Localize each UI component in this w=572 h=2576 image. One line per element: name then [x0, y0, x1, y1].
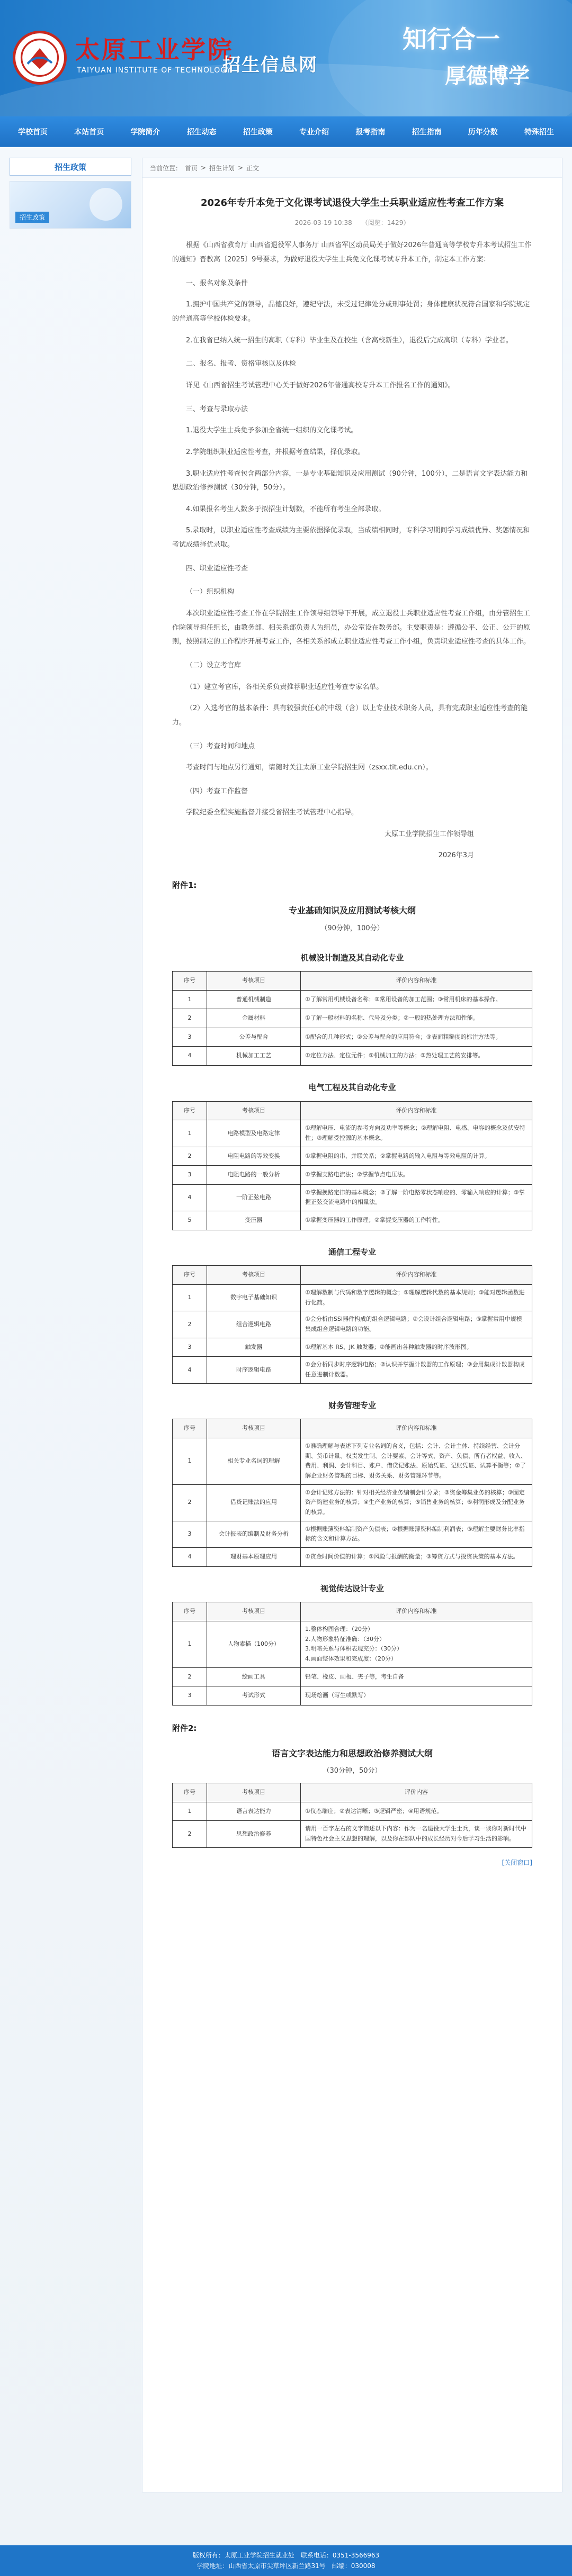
- nav-school-home[interactable]: 学校首页: [18, 128, 48, 137]
- attachment-2-label: 附件2:: [172, 1723, 197, 1733]
- nav-admission-guide[interactable]: 招生指南: [412, 128, 442, 137]
- footer-line-2: 学院地址：山西省太原市尖草坪区新兰路31号 邮编：030008: [196, 2562, 376, 2570]
- paragraph-supervision: 学院纪委全程实施监督并接受省招生考试管理中心指导。: [186, 809, 359, 817]
- school-seal-icon: [18, 36, 61, 79]
- table-row: [173, 1311, 532, 1338]
- table-row: [173, 1120, 532, 1147]
- table-row: [173, 1521, 532, 1547]
- table-mechanical: [172, 971, 532, 1066]
- table-cell: 绘画工具: [207, 1667, 301, 1686]
- table-language-politics: [172, 1783, 532, 1847]
- sidebar-banner[interactable]: [10, 181, 131, 229]
- subheading-supervision: （四）考查工作监督: [186, 787, 248, 795]
- table-cell: 2: [173, 1484, 207, 1521]
- breadcrumb-prefix: 当前位置：: [150, 164, 182, 172]
- table-row: [173, 1802, 532, 1821]
- section-heading-3: 三、考查与录取办法: [186, 405, 248, 413]
- table-row: [173, 1009, 532, 1028]
- table-cell: ①会分析由SSI器件构成的组合逻辑电路；②会设计组合逻辑电路；③掌握常用中规模集成组合逻辑电路的功能。: [301, 1311, 532, 1338]
- table-cell: 公差与配合: [207, 1028, 301, 1047]
- attachment-1-note: （90分钟，100分）: [320, 924, 384, 932]
- table-cell: 3: [173, 1521, 207, 1547]
- table-cell: ①理解电压、电流的参考方向及功率等概念；②理解电阻、电感、电容的概念及伏安特性；③理解受控源的基本概念。: [301, 1120, 532, 1147]
- table-header: 序号: [173, 1419, 207, 1438]
- table-cell: 现场绘画（写生或默写）: [301, 1686, 532, 1706]
- table-row: [173, 1667, 532, 1686]
- subheading-organization: （一）组织机构: [186, 588, 235, 596]
- table-cell: ①会分析同步时序逻辑电路；②认识并掌握计数器的工作原理；③会用集成计数器构成任意进制计数器。: [301, 1357, 532, 1383]
- table-cell: 1: [173, 1120, 207, 1147]
- nav-admission-policy[interactable]: 招生政策: [243, 128, 273, 137]
- table-header: 评价内容和标准: [301, 1602, 532, 1621]
- table-cell: 理财基本原理应用: [207, 1548, 301, 1567]
- table-cell: ①了解一般材料的名称、代号及分类；②一般的热处理方法和性能。: [301, 1009, 532, 1028]
- table-header: 序号: [173, 1602, 207, 1621]
- nav-history-scores[interactable]: 历年分数: [468, 128, 498, 137]
- table-row: [173, 1484, 532, 1521]
- table-row: [173, 1357, 532, 1383]
- table-cell: 2: [173, 1009, 207, 1028]
- section-mechanical-title: 机械设计制造及其自动化专业: [300, 953, 404, 963]
- article-meta: 2026-03-19 10:38 （阅览：1429）: [294, 219, 410, 226]
- table-visual-design: [172, 1602, 532, 1705]
- table-cell: ①理解数制与代码和数字逻辑的概念；②理解逻辑代数的基本规则；③能对逻辑函数进行化简。: [301, 1285, 532, 1311]
- table-row: [173, 1821, 532, 1847]
- table-cell: ①掌握变压器的工作原理；②掌握变压器的工作特性。: [301, 1211, 532, 1230]
- table-cell: 4: [173, 1357, 207, 1383]
- table-cell: 2: [173, 1667, 207, 1686]
- table-cell: 借贷记账法的应用: [207, 1484, 301, 1521]
- table-finance: [172, 1419, 532, 1566]
- table-cell: 1: [173, 1802, 207, 1821]
- table-header: 考核项目: [207, 1101, 301, 1120]
- section-visual-design-title: 视觉传达设计专业: [320, 1583, 384, 1593]
- article: [142, 178, 562, 1887]
- table-cell: 电路模型及电路定律: [207, 1120, 301, 1147]
- main-nav: [0, 116, 572, 147]
- table-cell: 请用一百字左右的文字简述以下内容：作为一名退役大学生士兵，谈一谈你对新时代中国特色社会主义思想的理解，以及你在部队中的成长经历对今后学习生活的影响。: [301, 1821, 532, 1847]
- sidebar-banner-tag: 招生政策: [15, 212, 49, 223]
- breadcrumb: [142, 158, 562, 178]
- paragraph-rule-5: 5.录取时，以职业适应性考查成绩为主要依据择优录取，当成绩相同时，专科学习期间学习成绩优异、奖惩情况和考试成绩择优录取。: [172, 527, 530, 549]
- table-electrical: [172, 1101, 532, 1230]
- table-cell: 一阶正弦电路: [207, 1184, 301, 1211]
- nav-college-intro[interactable]: 学院简介: [130, 128, 160, 137]
- table-cell: 机械加工工艺: [207, 1047, 301, 1066]
- sidebar: [10, 158, 131, 2492]
- table-cell: 电阻电路的一般分析: [207, 1166, 301, 1185]
- table-cell: ①会计记账方法的：针对相关经济业务编制会计分录；②资金筹集业务的核算；③固定资产购建业务的核算；④生产业务的核算；⑤销售业务的核算；⑥利润形成及分配业务的核算。: [301, 1484, 532, 1521]
- table-row: [173, 1147, 532, 1166]
- content-container: [0, 147, 572, 2492]
- nav-special-admission[interactable]: 特殊招生: [524, 128, 554, 137]
- table-row: [173, 1047, 532, 1066]
- attachment-1-title: 专业基础知识及应用测试考核大纲: [288, 905, 416, 916]
- table-row: [173, 1548, 532, 1567]
- table-row: [173, 1438, 532, 1484]
- section-finance-title: 财务管理专业: [328, 1400, 376, 1410]
- table-header: 评价内容: [301, 1783, 532, 1802]
- table-communication: [172, 1265, 532, 1383]
- paragraph-registration: 详见《山西省招生考试管理中心关于做好2026年普通高校专升本工作报名工作的通知》。: [186, 381, 455, 389]
- paragraph-examiners-1: （1）建立考官库，各相关系负责推荐职业适应性考查专家名单。: [186, 683, 383, 691]
- table-cell: 考试形式: [207, 1686, 301, 1706]
- table-row: [173, 1621, 532, 1668]
- table-cell: 人物素描（100分）: [207, 1621, 301, 1668]
- table-cell: ①掌握换路定律的基本概念；②了解一阶电路零状态响应的、零输入响应的计算；③掌握正弦交流电路中的相量法。: [301, 1184, 532, 1211]
- table-cell: 2: [173, 1311, 207, 1338]
- table-header: 评价内容和标准: [301, 1419, 532, 1438]
- table-cell: 金属材料: [207, 1009, 301, 1028]
- table-header: 评价内容和标准: [301, 1266, 532, 1285]
- table-cell: ①理解基本 RS、JK 触发器；②能画出各种触发器的时序波形图。: [301, 1338, 532, 1357]
- table-cell: 数字电子基础知识: [207, 1285, 301, 1311]
- table-row: [173, 990, 532, 1009]
- table-cell: ①定位方法、定位元件；②机械加工的方法；③热处理工艺的安排等。: [301, 1047, 532, 1066]
- table-cell: ①配合的几种形式；②公差与配合的应用符合；③表面粗糙度的标注方法等。: [301, 1028, 532, 1047]
- paragraph-examiners-2: （2）入选考官的基本条件：具有较强责任心的中级（含）以上专业技术职务人员，具有完成职业适应性考查的能力。: [172, 704, 528, 727]
- table-cell: 3: [173, 1686, 207, 1706]
- table-cell: 4: [173, 1184, 207, 1211]
- paragraph-rule-2: 2.学院组织职业适应性考查，并根据考查结果，择优录取。: [186, 448, 365, 456]
- table-cell: 变压器: [207, 1211, 301, 1230]
- table-cell: 3: [173, 1338, 207, 1357]
- table-cell: ①了解常用机械设备名称；②常用设备的加工范围；③常用机床的基本操作。: [301, 990, 532, 1009]
- table-header: 序号: [173, 1266, 207, 1285]
- table-row: [173, 1184, 532, 1211]
- table-cell: 3: [173, 1028, 207, 1047]
- table-cell: 会计报表的编制及财务分析: [207, 1521, 301, 1547]
- table-cell: 2: [173, 1147, 207, 1166]
- paragraph-rule-1: 1.退役大学生士兵免予参加全省统一组织的文化课考试。: [186, 427, 358, 435]
- nav-major-intro[interactable]: 专业介绍: [299, 128, 329, 137]
- section-communication-title: 通信工程专业: [328, 1247, 376, 1257]
- nav-site-home[interactable]: 本站首页: [74, 128, 104, 137]
- breadcrumb-separator-1: >: [201, 164, 207, 171]
- section-heading-1: 一、报名对象及条件: [186, 279, 248, 287]
- table-row: [173, 1211, 532, 1230]
- table-cell: ①资金时间价值的计算；②风险与报酬的衡量；③筹资方式与投资决策的基本方法。: [301, 1548, 532, 1567]
- school-name-cn: 太原工业学院: [75, 35, 234, 64]
- paragraph-rule-4: 4.如果报名考生人数多于拟招生计划数，不能所有考生全部录取。: [186, 505, 386, 513]
- site-footer: [0, 2545, 572, 2576]
- sign-date: 2026年3月: [438, 851, 474, 859]
- table-cell: 1: [173, 1285, 207, 1311]
- table-cell: 4: [173, 1548, 207, 1567]
- table-header: 序号: [173, 1101, 207, 1120]
- breadcrumb-home[interactable]: 首页: [185, 164, 198, 172]
- table-cell: ①仪态端庄；②表达清晰；③逻辑严密；④用语规范。: [301, 1802, 532, 1821]
- table-cell: 触发器: [207, 1338, 301, 1357]
- breadcrumb-current: 正文: [246, 164, 260, 172]
- main-content: [142, 158, 562, 2492]
- table-cell: 5: [173, 1211, 207, 1230]
- table-cell: 1: [173, 1438, 207, 1484]
- table-cell: 普通机械制造: [207, 990, 301, 1009]
- table-cell: ①准确理解与表述下列专业名词的含义，包括：会计、会计主体、持续经营、会计分期、货币计量、权责发生制、会计要素、会计等式、资产、负债、所有者权益、收入、费用、利润、会计科目、账户、借贷记账法、原始凭证、记账凭证、试算平衡等；②了解企业财务管理的目标、财务关系、财务管理环节等。: [301, 1438, 532, 1484]
- nav-apply-guide[interactable]: 报考指南: [355, 128, 386, 137]
- attachment-1-label: 附件1:: [172, 881, 197, 891]
- attachment-2-title: 语言文字表达能力和思想政治修养测试大纲: [271, 1748, 433, 1758]
- table-header: 序号: [173, 972, 207, 991]
- table-row: [173, 1338, 532, 1357]
- table-row: [173, 1166, 532, 1185]
- section-electrical-title: 电气工程及其自动化专业: [308, 1083, 396, 1093]
- table-header: 评价内容和标准: [301, 1101, 532, 1120]
- paragraph-organization: 本次职业适应性考查工作在学院招生工作领导组领导下开展，成立退役士兵职业适应性考查工作组，由分管招生工作院领导担任组长，由教务部、相关系部负责人为组员，办公室设在教务部。主要职责是：遵循公平、公正、公开的原则，按照制定的工作程序开展考查工作，各相关系部成立职业适应性考查工作小组，负责职业适应性考查的具体工作。: [172, 610, 531, 646]
- nav-admission-news[interactable]: 招生动态: [186, 128, 217, 137]
- table-cell: 2: [173, 1821, 207, 1847]
- table-cell: ①根据账簿资料编制资产负债表；②根据账簿资料编制利润表；③理解主要财务比率指标的含义和计算方法。: [301, 1521, 532, 1547]
- table-cell: 时序逻辑电路: [207, 1357, 301, 1383]
- table-cell: ①掌握电阻的串、并联关系；②掌握电路的输入电阻与等效电阻的计算。: [301, 1147, 532, 1166]
- header-slogan-primary: 知行合一: [403, 25, 500, 53]
- table-cell: 1: [173, 990, 207, 1009]
- table-cell: 电阻电路的等效变换: [207, 1147, 301, 1166]
- table-header: 考核项目: [207, 1783, 301, 1802]
- school-name-en: TAIYUAN INSTITUTE OF TECHNOLOGY: [77, 66, 232, 75]
- subheading-examiners: （二）设立考官库: [186, 661, 242, 669]
- table-header: 序号: [173, 1783, 207, 1802]
- paragraph-intro: 根据《山西省教育厅 山西省退役军人事务厅 山西省军区动员局关于做好2026年普通高等学校专升本考试招生工作的通知》晋教高〔2025〕9号要求，为做好退役大学生士兵免文化课考试专升本工作，制定本工作方案：: [172, 241, 532, 264]
- table-row: [173, 1686, 532, 1706]
- paragraph-eligibility-2: 2.在我省已纳入统一招生的高职（专科）毕业生及在校生（含高校新生），退役后完成高职（专科）学业者。: [186, 336, 513, 344]
- table-header: 考核项目: [207, 972, 301, 991]
- table-header: 考核项目: [207, 1266, 301, 1285]
- table-row: [173, 1285, 532, 1311]
- table-row: [173, 1028, 532, 1047]
- paragraph-time-place: 考查时间与地点另行通知，请随时关注太原工业学院招生网（zsxx.tit.edu.cn）。: [186, 764, 433, 772]
- footer-line-1: 版权所有：太原工业学院招生就业处 联系电话：0351-3566963: [192, 2551, 380, 2559]
- attachment-2-note: （30分钟，50分）: [323, 1767, 382, 1775]
- table-cell: 1.整体构图合理：（20分） 2.人物形象特征准确：（30分） 3.明暗关系与体积表现充分：（30分） 4.画面整体效果和完成度：（20分）: [301, 1621, 532, 1668]
- table-cell: 3: [173, 1166, 207, 1185]
- sidebar-title: 招生政策: [10, 158, 131, 176]
- table-cell: 4: [173, 1047, 207, 1066]
- section-heading-2: 二、报名、报考、资格审核以及体检: [186, 360, 297, 368]
- school-logo: [13, 31, 67, 85]
- article-title: 2026年专升本免于文化课考试退役大学生士兵职业适应性考查工作方案: [200, 197, 504, 208]
- table-cell: 组合逻辑电路: [207, 1311, 301, 1338]
- table-cell: 1: [173, 1621, 207, 1668]
- site-header: [0, 0, 572, 116]
- table-cell: ①掌握支路电流法；②掌握节点电压法。: [301, 1166, 532, 1185]
- table-header: 考核项目: [207, 1602, 301, 1621]
- site-title: 招生信息网: [222, 55, 318, 76]
- table-cell: 铅笔、橡皮、画板、夹子等，考生自备: [301, 1667, 532, 1686]
- sign-org: 太原工业学院招生工作领导组: [384, 830, 474, 839]
- table-cell: 相关专业名词的理解: [207, 1438, 301, 1484]
- section-heading-4: 四、职业适应性考查: [186, 564, 248, 573]
- paragraph-eligibility-1: 1.拥护中国共产党的领导，品德良好，遵纪守法，未受过记律处分或刑事处罚；身体健康状况符合国家和学院规定的普通高等学校体检要求。: [172, 301, 530, 323]
- paragraph-rule-3: 3.职业适应性考查包含两部分内容，一是专业基础知识及应用测试（90分钟，100分），二是语言文字表达能力和思想政治修养测试（30分钟，50分）。: [172, 469, 528, 492]
- breadcrumb-separator-2: >: [238, 164, 244, 171]
- table-cell: 语言表达能力: [207, 1802, 301, 1821]
- header-slogan-secondary: 厚德博学: [445, 64, 530, 88]
- breadcrumb-plan[interactable]: 招生计划: [209, 164, 235, 172]
- close-window-link[interactable]: [关闭窗口]: [502, 1858, 532, 1866]
- table-header: 评价内容和标准: [301, 972, 532, 991]
- subheading-time-place: （三）考查时间和地点: [186, 742, 255, 750]
- table-header: 考核项目: [207, 1419, 301, 1438]
- table-cell: 思想政治修养: [207, 1821, 301, 1847]
